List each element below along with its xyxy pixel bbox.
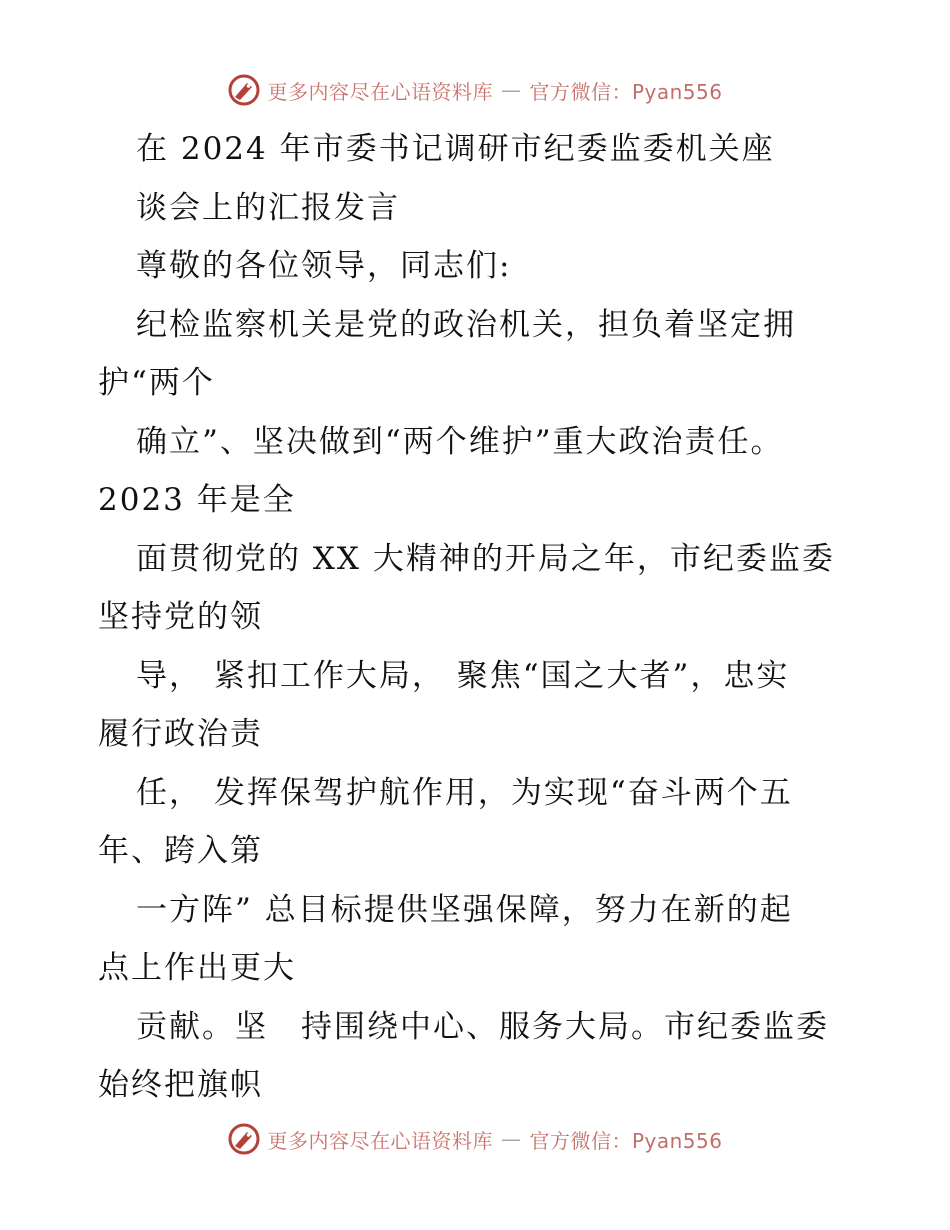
paragraph-line: 导， 紧扣工作大局， 聚焦“国之大者”，忠实	[136, 657, 790, 694]
paragraph-line: 点上作出更大	[98, 950, 296, 986]
banner-separator: —	[500, 78, 522, 102]
paragraph-line: 纪检监察机关是党的政治机关，担负着坚定拥	[136, 306, 796, 343]
paragraph-line: 坚持党的领	[98, 599, 263, 635]
paragraph-line: 2023 年是全	[98, 482, 296, 518]
pen-nib-logo-icon	[227, 73, 261, 107]
paragraph-line: 始终把旗帜	[98, 1067, 263, 1103]
wechat-contact-text: 官方微信：Pyan556	[529, 79, 723, 104]
paragraph-line: 一方阵” 总目标提供坚强保障，努力在新的起	[136, 891, 793, 928]
paragraph-line: 履行政治责	[98, 716, 263, 752]
wechat-contact-text: 官方微信：Pyan556	[529, 1128, 723, 1153]
footer-banner	[0, 1117, 950, 1161]
header-banner	[0, 68, 950, 112]
paragraph-line: 面贯彻党的 XX 大精神的开局之年，市纪委监委	[136, 540, 835, 577]
site-name-text: 更多内容尽在心语资料库	[267, 79, 493, 104]
paragraph-line: 任， 发挥保驾护航作用，为实现“奋斗两个五	[136, 774, 793, 811]
pen-nib-logo-icon	[227, 1122, 261, 1156]
title-line-1: 在 2024 年市委书记调研市纪委监委机关座	[136, 131, 775, 167]
paragraph-line: 贡献。坚 持围绕中心、服务大局。市纪委监委	[136, 1008, 829, 1045]
document-body	[98, 120, 858, 1115]
paragraph-line: 护“两个	[98, 365, 215, 401]
banner-separator: —	[500, 1127, 522, 1151]
title-line-2: 谈会上的汇报发言	[136, 189, 400, 226]
salutation-line: 尊敬的各位领导，同志们:	[136, 248, 512, 284]
paragraph-line: 年、跨入第	[98, 833, 263, 869]
paragraph-line: 确立”、坚决做到“两个维护”重大政治责任。	[136, 423, 784, 460]
site-name-text: 更多内容尽在心语资料库	[267, 1128, 493, 1153]
